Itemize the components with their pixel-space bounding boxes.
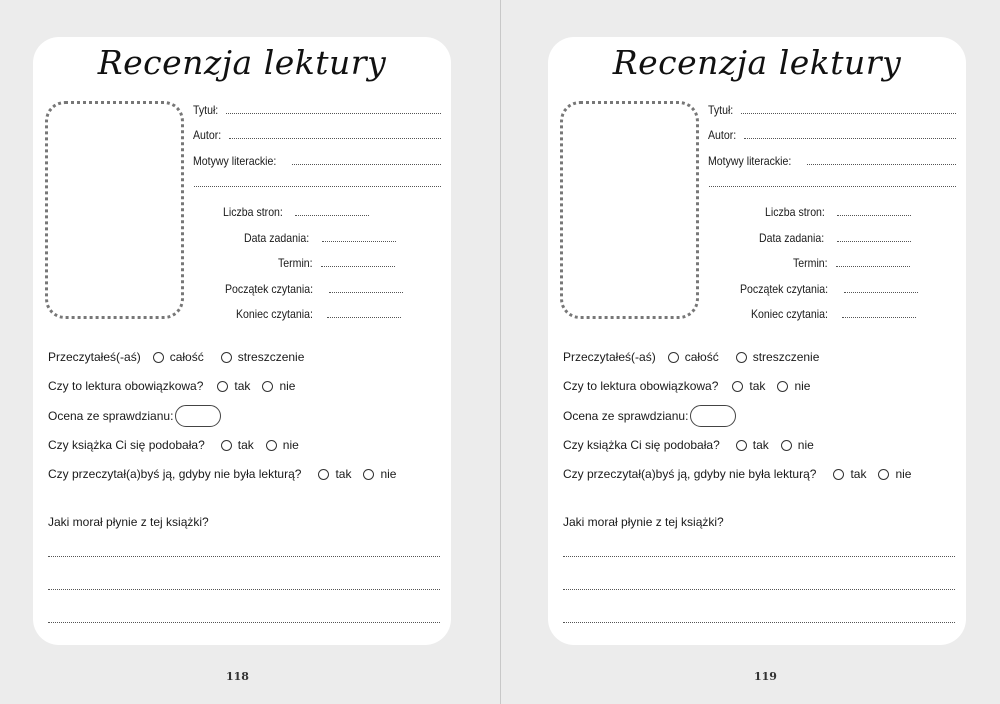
option-whole[interactable] [153, 350, 204, 364]
moral-question: Jaki morał płynie z tej książki? [48, 515, 209, 529]
option-summary-label: streszczenie [752, 350, 820, 364]
radio-no[interactable] [266, 440, 277, 451]
option-no[interactable] [262, 379, 295, 393]
grade-input[interactable] [175, 405, 221, 427]
assignment-date-field[interactable] [223, 231, 396, 245]
question-liked-label: Czy książka Ci się podobała? [563, 438, 720, 452]
option-no-label: nie [380, 467, 397, 481]
option-no-label: nie [279, 379, 296, 393]
moral-line-3[interactable] [563, 622, 955, 623]
deadline-field[interactable] [738, 256, 910, 270]
radio-no[interactable] [777, 381, 788, 392]
option-whole-label: całość [169, 350, 204, 364]
option-no[interactable] [781, 438, 814, 452]
option-yes[interactable] [217, 379, 250, 393]
question-read-label: Przeczytałeś(-aś) [48, 350, 141, 364]
question-read [48, 350, 304, 364]
pages-count-label: Liczba stron: [765, 205, 825, 219]
option-summary[interactable] [221, 350, 305, 364]
option-no[interactable] [363, 467, 396, 481]
option-no[interactable] [878, 467, 911, 481]
question-would-read-label: Czy przeczytał(a)byś ją, gdyby nie była lekturą? [48, 467, 302, 481]
assignment-date-label: Data zadania: [244, 231, 310, 245]
radio-no[interactable] [363, 469, 374, 480]
question-read [563, 350, 819, 364]
moral-line-2[interactable] [48, 589, 440, 590]
reading-start-label: Początek czytania: [740, 282, 829, 296]
question-mandatory [48, 379, 295, 393]
page-right [501, 0, 1000, 704]
page-left [0, 0, 499, 704]
option-yes[interactable] [221, 438, 254, 452]
option-yes-label: tak [752, 438, 769, 452]
option-yes[interactable] [318, 467, 351, 481]
moral-question: Jaki morał płynie z tej książki? [563, 515, 724, 529]
radio-yes[interactable] [318, 469, 329, 480]
motifs-line[interactable] [292, 155, 441, 165]
reading-end-label: Koniec czytania: [236, 307, 313, 321]
option-summary[interactable] [736, 350, 820, 364]
radio-summary[interactable] [221, 352, 232, 363]
question-would-read [563, 467, 911, 481]
motifs-field[interactable] [708, 154, 956, 168]
option-yes[interactable] [732, 379, 765, 393]
radio-no[interactable] [262, 381, 273, 392]
option-no[interactable] [266, 438, 299, 452]
question-mandatory [563, 379, 810, 393]
author-line[interactable] [229, 129, 441, 139]
deadline-label: Termin: [793, 256, 828, 270]
author-label: Autor: [193, 128, 222, 142]
question-liked [48, 438, 299, 452]
question-grade-label: Ocena ze sprawdzianu: [563, 409, 689, 423]
author-field[interactable] [708, 128, 956, 142]
radio-no[interactable] [781, 440, 792, 451]
motifs-line-2[interactable] [194, 186, 441, 187]
question-mandatory-label: Czy to lektura obowiązkowa? [563, 379, 719, 393]
radio-yes[interactable] [736, 440, 747, 451]
moral-line-2[interactable] [563, 589, 955, 590]
cover-photo-frame[interactable] [45, 101, 184, 319]
radio-summary[interactable] [736, 352, 747, 363]
question-read-label: Przeczytałeś(-aś) [563, 350, 656, 364]
reading-end-line[interactable] [842, 308, 916, 318]
radio-yes[interactable] [221, 440, 232, 451]
page-number: 119 [754, 670, 777, 683]
radio-yes[interactable] [833, 469, 844, 480]
option-yes-label: tak [850, 467, 867, 481]
reading-start-line[interactable] [329, 283, 403, 293]
moral-line-3[interactable] [48, 622, 440, 623]
assignment-date-field[interactable] [738, 231, 911, 245]
pages-count-line[interactable] [295, 206, 369, 216]
pages-count-label: Liczba stron: [223, 205, 283, 219]
reading-end-label: Koniec czytania: [751, 307, 828, 321]
question-liked-label: Czy książka Ci się podobała? [48, 438, 205, 452]
radio-whole[interactable] [668, 352, 679, 363]
option-yes-label: tak [234, 379, 251, 393]
pages-count-line[interactable] [837, 206, 911, 216]
author-label: Autor: [708, 128, 737, 142]
reading-end-field[interactable] [236, 307, 401, 321]
grade-input[interactable] [690, 405, 736, 427]
option-no-label: nie [282, 438, 299, 452]
question-would-read [48, 467, 396, 481]
deadline-label: Termin: [278, 256, 313, 270]
motifs-label: Motywy literackie: [193, 154, 277, 168]
option-no-label: nie [797, 438, 814, 452]
reading-start-field[interactable] [740, 282, 918, 296]
reading-end-field[interactable] [751, 307, 916, 321]
option-yes-label: tak [749, 379, 766, 393]
option-yes[interactable] [736, 438, 769, 452]
moral-line-1[interactable] [48, 556, 440, 557]
deadline-line[interactable] [836, 257, 910, 267]
assignment-date-line[interactable] [322, 232, 396, 242]
author-field[interactable] [193, 128, 441, 142]
moral-line-1[interactable] [563, 556, 955, 557]
reading-start-line[interactable] [844, 283, 918, 293]
option-whole[interactable] [668, 350, 719, 364]
title-line[interactable] [741, 104, 956, 114]
question-grade [48, 405, 221, 427]
title-line[interactable] [226, 104, 441, 114]
option-yes-label: tak [237, 438, 254, 452]
pages-count-field[interactable] [765, 205, 911, 219]
title-field[interactable] [193, 103, 441, 117]
radio-yes[interactable] [732, 381, 743, 392]
review-card [33, 37, 451, 645]
motifs-field[interactable] [193, 154, 441, 168]
option-yes[interactable] [833, 467, 866, 481]
page-title: Recenzja lektury [97, 43, 387, 82]
motifs-line-2[interactable] [709, 186, 956, 187]
question-mandatory-label: Czy to lektura obowiązkowa? [48, 379, 204, 393]
radio-whole[interactable] [153, 352, 164, 363]
page-number: 118 [226, 670, 249, 683]
title-field[interactable] [708, 103, 956, 117]
radio-no[interactable] [878, 469, 889, 480]
page-title: Recenzja lektury [612, 43, 902, 82]
motifs-label: Motywy literackie: [708, 154, 792, 168]
reading-end-line[interactable] [327, 308, 401, 318]
deadline-field[interactable] [223, 256, 395, 270]
option-whole-label: całość [684, 350, 719, 364]
option-no-label: nie [895, 467, 912, 481]
deadline-line[interactable] [321, 257, 395, 267]
pages-count-field[interactable] [223, 205, 369, 219]
radio-yes[interactable] [217, 381, 228, 392]
option-summary-label: streszczenie [237, 350, 305, 364]
reading-start-field[interactable] [225, 282, 403, 296]
reading-start-label: Początek czytania: [225, 282, 314, 296]
question-liked [563, 438, 814, 452]
question-would-read-label: Czy przeczytał(a)byś ją, gdyby nie była lekturą? [563, 467, 817, 481]
review-card [548, 37, 966, 645]
question-grade [563, 405, 736, 427]
title-label: Tytuł: [708, 103, 734, 117]
author-line[interactable] [744, 129, 956, 139]
cover-photo-frame[interactable] [560, 101, 699, 319]
option-no-label: nie [794, 379, 811, 393]
option-yes-label: tak [335, 467, 352, 481]
option-no[interactable] [777, 379, 810, 393]
assignment-date-line[interactable] [837, 232, 911, 242]
title-label: Tytuł: [193, 103, 219, 117]
motifs-line[interactable] [807, 155, 956, 165]
question-grade-label: Ocena ze sprawdzianu: [48, 409, 174, 423]
assignment-date-label: Data zadania: [759, 231, 825, 245]
